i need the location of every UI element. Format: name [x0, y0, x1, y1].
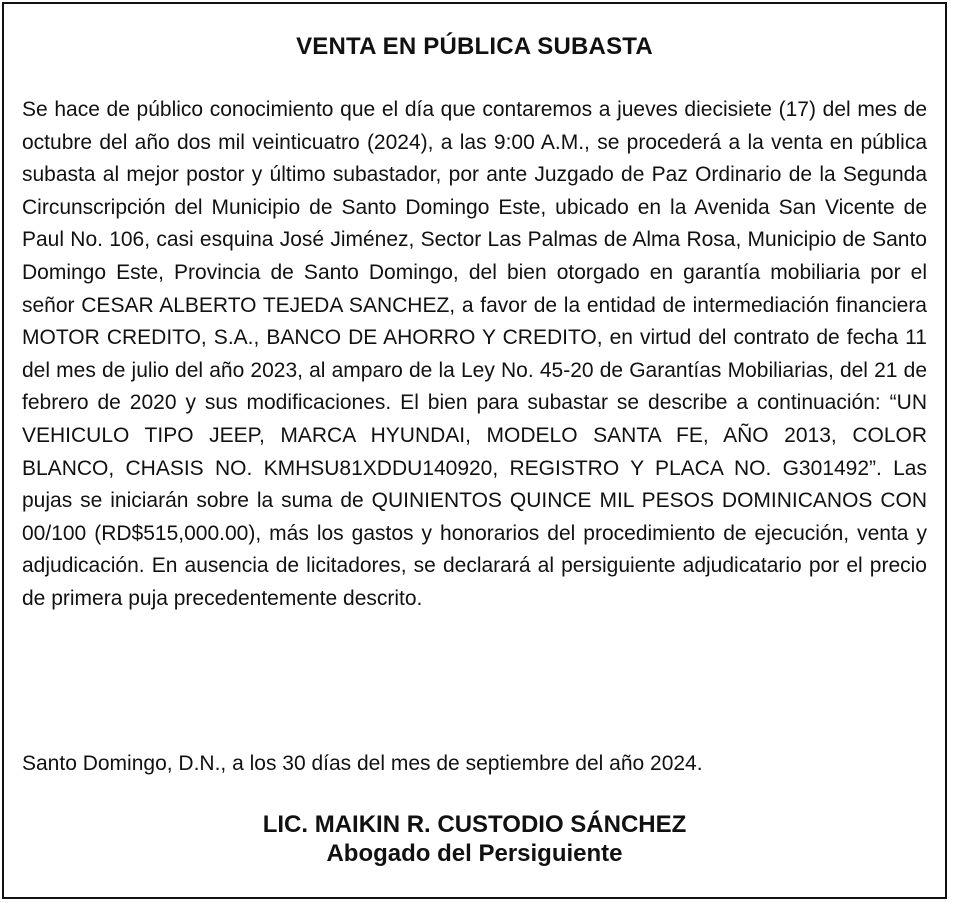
signature-block: [4, 810, 945, 868]
notice-body: Se hace de público conocimiento que el día que contaremos a jueves diecisiete (17) del mes de octubre del año dos mil veinticuatro (2024), a las 9:00 A.M., se procederá a la venta en pública subasta al mejor postor y último subastador, por ante Juzgado de Paz Ordinario de la Segunda Circunscripción del Municipio de Santo Domingo Este, ubicado en la Avenida San Vicente de Paul No. 106, casi esquina José Jiménez, Sector Las Palmas de Alma Rosa, Municipio de Santo Domingo Este, Provincia de Santo Domingo, del bien otorgado en garantía mobiliaria por el señor CESAR ALBERTO TEJEDA SANCHEZ, a favor de la entidad de intermediación financiera MOTOR CREDITO, S.A., BANCO DE AHORRO Y CREDITO, en virtud del contrato de fecha 11 del mes de julio del año 2023, al amparo de la Ley No. 45-20 de Garantías Mobiliarias, del 21 de febrero de 2020 y sus modificaciones. El bien para subastar se describe a continuación: “UN VEHICULO TIPO JEEP, MARCA HYUNDAI, MODELO SANTA FE, AÑO 2013, COLOR BLANCO, CHASIS NO. KMHSU81XDDU140920, REGISTRO Y PLACA NO. G301492”. Las pujas se iniciarán sobre la suma de QUINIENTOS QUINCE MIL PESOS DOMINICANOS CON 00/100 (RD$515,000.00), más los gastos y honorarios del procedimiento de ejecución, venta y adjudicación. En ausencia de licitadores, se declarará al persiguiente adjudicatario por el precio de primera puja precedentemente descrito.: [22, 98, 927, 610]
signatory-role: Abogado del Persiguiente: [326, 840, 623, 867]
signatory-name: LIC. MAIKIN R. CUSTODIO SÁNCHEZ: [262, 811, 687, 838]
public-auction-notice: [2, 2, 947, 899]
notice-title: VENTA EN PÚBLICA SUBASTA: [296, 33, 653, 60]
notice-dateline: Santo Domingo, D.N., a los 30 días del mes de septiembre del año 2024.: [22, 752, 703, 775]
